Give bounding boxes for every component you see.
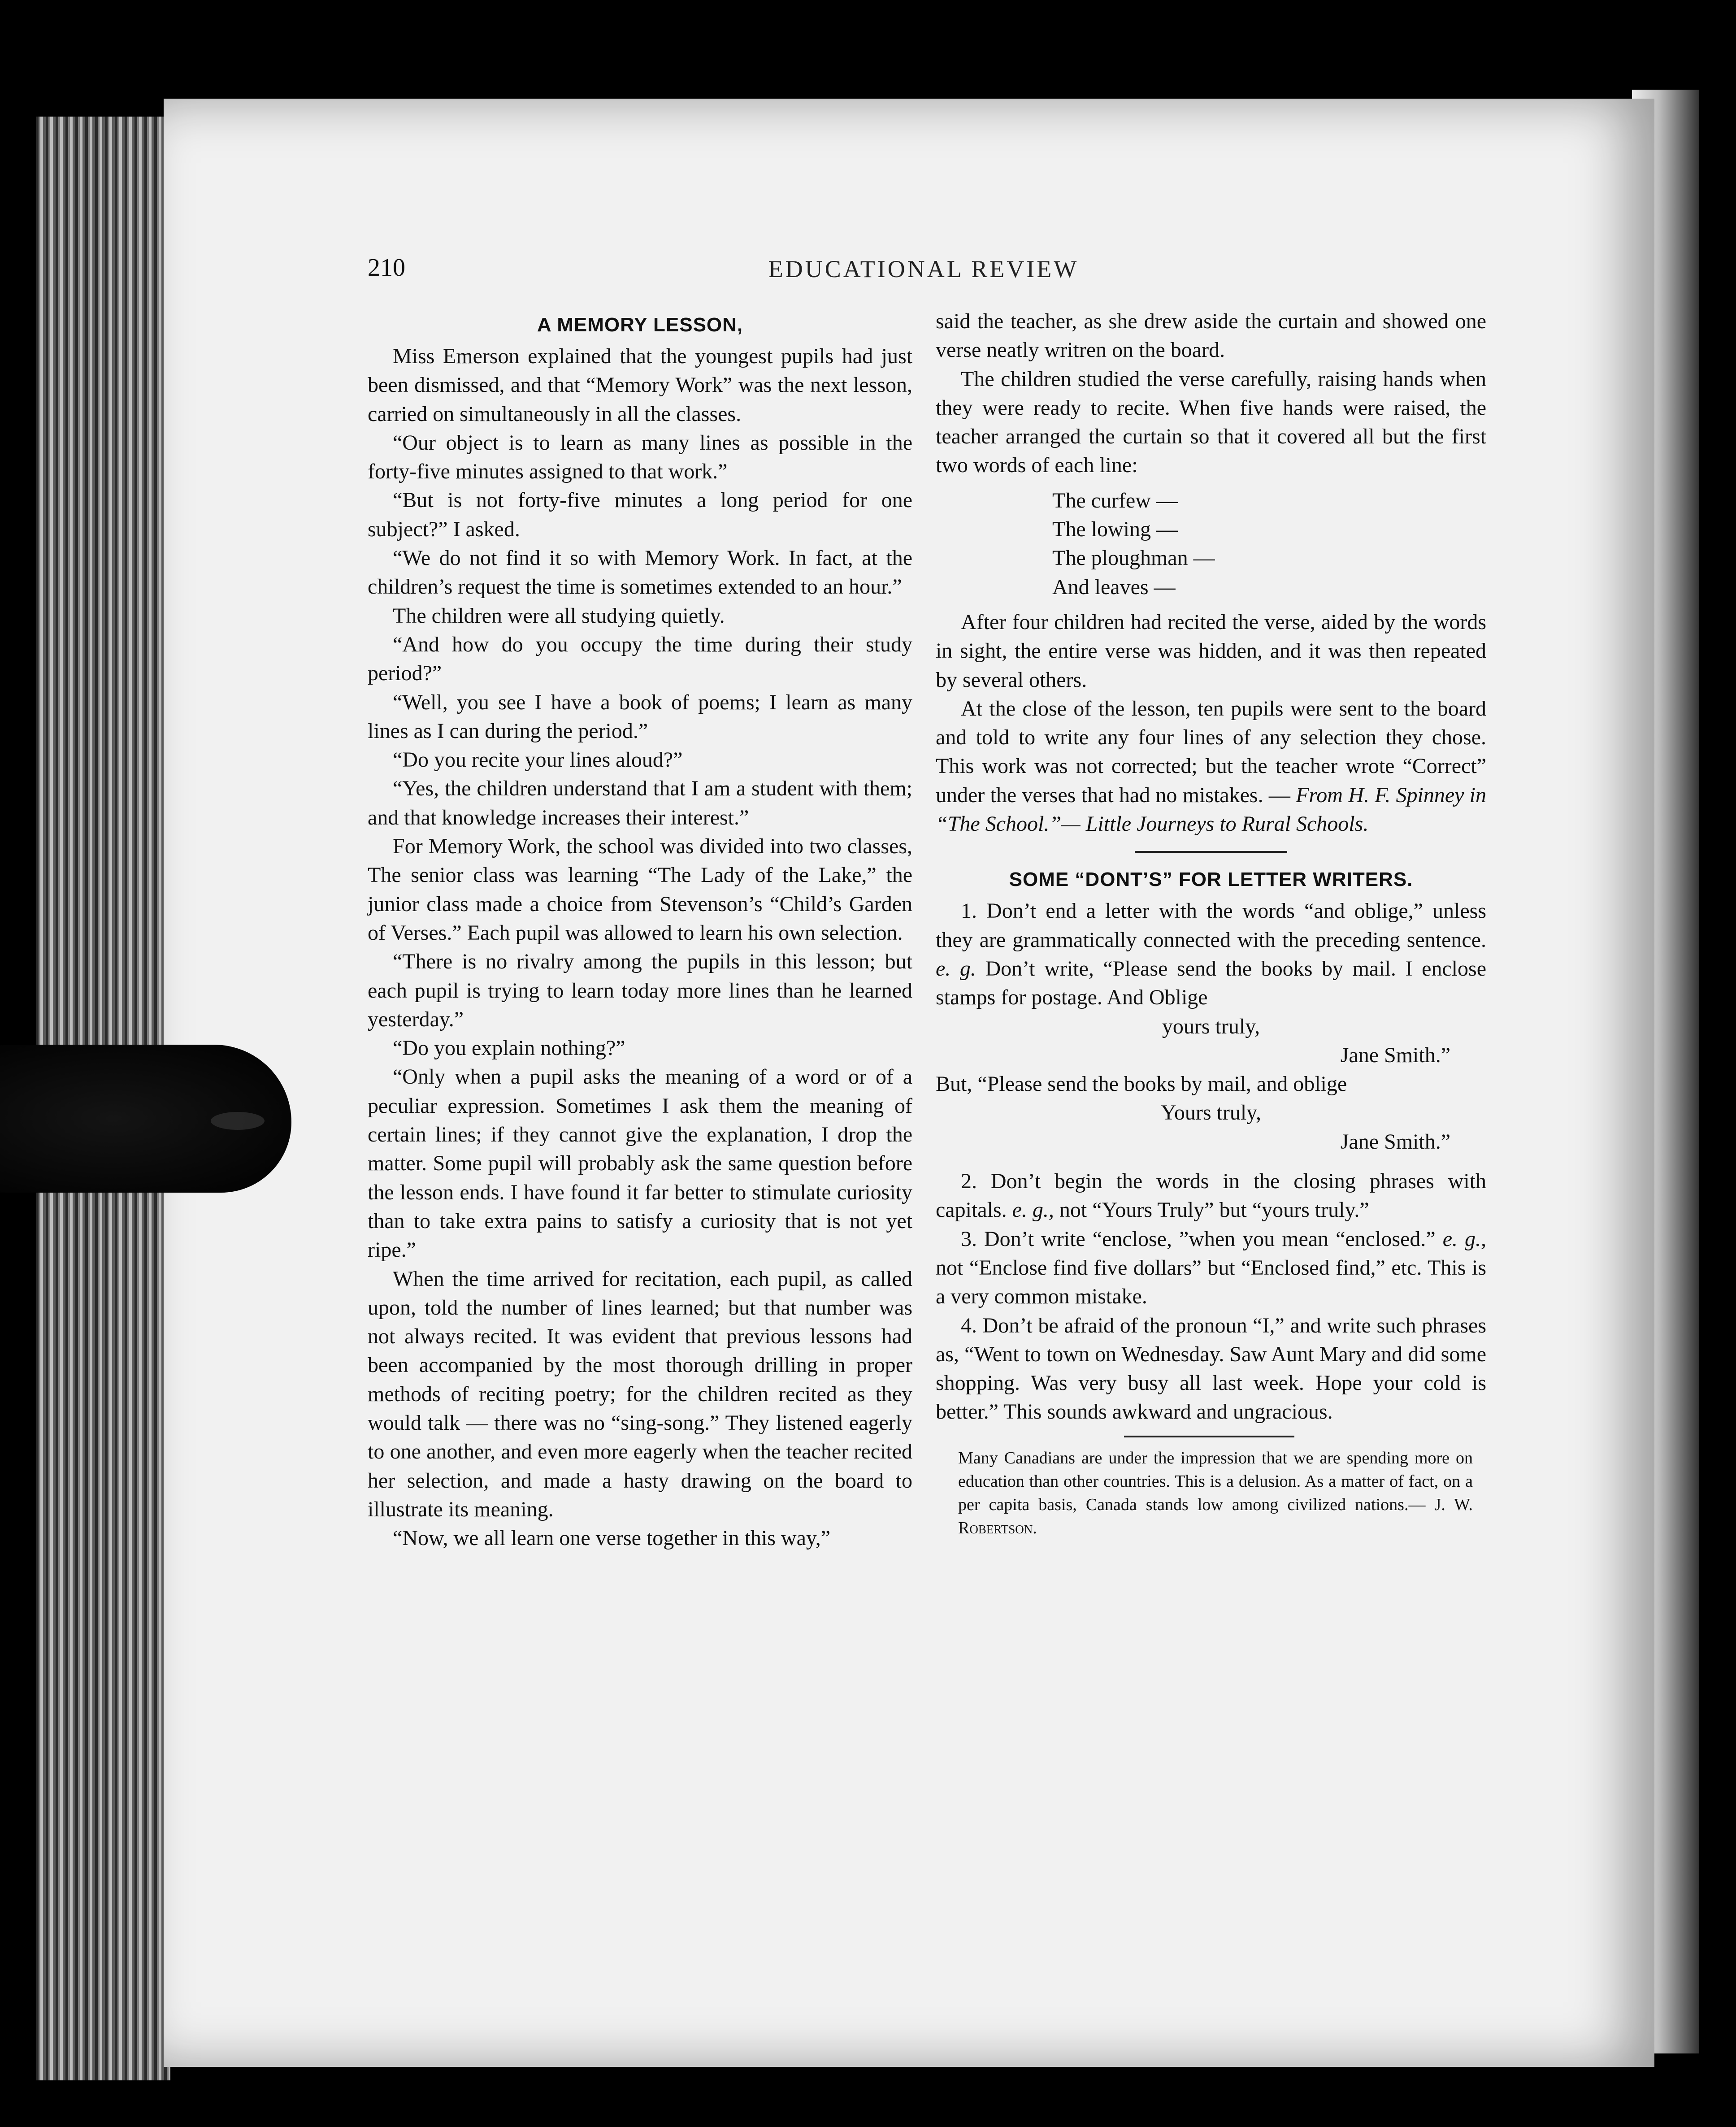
- paragraph: The children were all studying quietly.: [393, 603, 725, 628]
- paragraph: “Do you explain nothing?”: [393, 1036, 625, 1060]
- list-item: 4. Don’t be afraid of the pronoun “I,” and write such phrases as, “Went to town on Wednesday. Saw Aunt Mary and did some shopping. Was very busy all last week. Hope your cold is better.” This sounds awkward and ungracious.: [936, 1313, 1486, 1424]
- paragraph: “Yes, the children understand that I am a student with them; and that knowledge increases their interest.”: [368, 777, 912, 829]
- paragraph: “And how do you occupy the time during their study period?”: [368, 632, 912, 686]
- signature-name: Jane Smith.”: [1340, 1043, 1450, 1067]
- paragraph: When the time arrived for recitation, each pupil, as called upon, told the number of lines learned; but that number was not always recited. It was evident that previous lessons had been accompanied by the most thorough drilling in proper methods of reciting poetry; for the children recited as they would talk — there was no “sing-song.” They listened eagerly to one another, and even more eagerly when the teacher recited her selection, and made a hasty drawing on the board to illustrate its meaning.: [368, 1267, 912, 1521]
- signature-line: yours truly,: [1162, 1014, 1260, 1038]
- thumb-highlight: [211, 1112, 265, 1130]
- list-item: [936, 1167, 1486, 1225]
- footnote-text: Many Canadians are under the impression that we are spending more on education than other countries. This is a delusion. As a matter of fact, on a per capita basis, Canada stands low among civilized nations.— J. W.: [958, 1448, 1473, 1514]
- source-citation: From H. F. Spinney in “The School.”— Little Journeys to Rural Schools.: [936, 783, 1487, 836]
- signature-line: Yours truly,: [1160, 1101, 1262, 1125]
- left-column: [368, 307, 912, 1553]
- page-header: [368, 253, 1480, 294]
- paragraph: The children studied the verse carefully, raising hands when they were ready to recite. When five hands were raised, the teacher arranged the curtain so that it covered all but the first two words of each line:: [936, 367, 1486, 477]
- paragraph: [936, 695, 1486, 838]
- paragraph: But, “Please send the books by mail, and oblige: [936, 1072, 1347, 1096]
- running-head: EDUCATIONAL REVIEW: [768, 256, 1079, 282]
- paragraph: “Well, you see I have a book of poems; I learn as many lines as I can during the period.”: [368, 690, 912, 743]
- paragraph: After four children had recited the verse, aided by the words in sight, the entire verse was hidden, and it was then repeated by several others.: [936, 610, 1486, 692]
- article-title: A MEMORY LESSON,: [537, 314, 743, 336]
- list-item-text: not “Enclose find five dollars” but “Enclosed find,” etc. This is a very common mistake.: [936, 1255, 1486, 1309]
- example-marker: e. g.: [936, 956, 976, 981]
- paragraph: Miss Emerson explained that the youngest pupils had just been dismissed, and that “Memory Work” was the next lesson, carried on simultaneously in all the classes.: [368, 344, 912, 426]
- verse-line: The ploughman —: [1052, 546, 1215, 570]
- example-marker: e. g.,: [1012, 1198, 1054, 1222]
- list-item-text: Don’t write, “Please send the books by mail. I enclose stamps for postage. And Oblige: [936, 956, 1487, 1010]
- list-item: [936, 1225, 1486, 1311]
- example-marker: e. g.,: [1442, 1227, 1487, 1251]
- verse-excerpt: [1052, 486, 1486, 602]
- note-divider: [1124, 1436, 1294, 1437]
- paragraph: “But is not forty-five minutes a long period for one subject?” I asked.: [368, 488, 912, 541]
- paragraph-text: At the close of the lesson, ten pupils were sent to the board and told to write any four lines of any selection they chose. This work was not corrected; but the teacher wrote “Correct” under the verses that had no mistakes. —: [936, 696, 1486, 807]
- footnote: [936, 1446, 1486, 1540]
- paragraph: “Only when a pupil asks the meaning of a word or of a peculiar expression. Sometimes I ask them the meaning of certain lines; if they cannot give the explanation, I drop the matter. Some pupil will probably ask the same question before the lesson ends. I have found it far better to stimulate curiosity than to take extra pains to satisfy a curiosity that is not yet ripe.”: [368, 1065, 912, 1262]
- list-item-text: 2. Don’t begin the words in the closing phrases with capitals.: [936, 1169, 1486, 1222]
- page-number: 210: [368, 254, 405, 282]
- right-column: [936, 307, 1486, 1540]
- paragraph: “We do not find it so with Memory Work. In fact, at the children’s request the time is sometimes extended to an hour.”: [368, 546, 912, 599]
- section-divider: [1135, 851, 1287, 853]
- paragraph: “Our object is to learn as many lines as possible in the forty-five minutes assigned to that work.”: [368, 430, 912, 484]
- signature-name: Jane Smith.”: [1340, 1129, 1450, 1154]
- paragraph: “Do you recite your lines aloud?”: [393, 748, 683, 772]
- paragraph: “There is no rivalry among the pupils in this lesson; but each pupil is trying to learn today more lines than he learned yesterday.”: [368, 950, 912, 1031]
- verse-line: The curfew —: [1052, 488, 1178, 512]
- list-item-text: not “Yours Truly” but “yours truly.”: [1054, 1198, 1369, 1222]
- article-title: SOME “DONT’S” FOR LETTER WRITERS.: [1009, 868, 1413, 891]
- footnote-author: Robertson.: [958, 1518, 1037, 1537]
- paragraph: “Now, we all learn one verse together in this way,”: [393, 1526, 831, 1550]
- verse-line: The lowing —: [1052, 517, 1178, 542]
- list-item-text: 3. Don’t write “enclose, ”when you mean “enclosed.”: [961, 1227, 1443, 1251]
- paragraph: said the teacher, as she drew aside the curtain and showed one verse neatly writren on the board.: [936, 309, 1486, 362]
- list-item: [936, 897, 1486, 1012]
- verse-line: And leaves —: [1052, 575, 1176, 599]
- paragraph: For Memory Work, the school was divided into two classes, The senior class was learning “The Lady of the Lake,” the junior class made a choice from Stevenson’s “Child’s Garden of Verses.” Each pupil was allowed to learn his own selection.: [368, 834, 912, 945]
- list-item-text: 1. Don’t end a letter with the words “and oblige,” unless they are grammatically connected with the preceding sentence.: [936, 899, 1486, 952]
